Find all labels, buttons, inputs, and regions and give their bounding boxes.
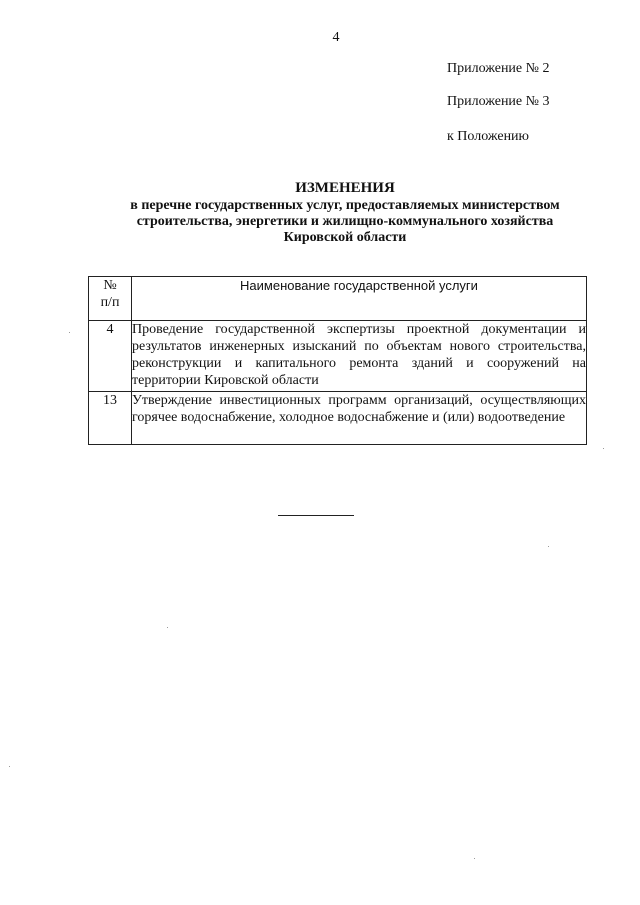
page-number: 4 <box>332 30 340 45</box>
title-line-3: Кировской области <box>283 230 407 245</box>
scan-speck <box>603 448 604 449</box>
row-service-name: Утверждение инвестиционных программ организаций, осуществляющих горячее водоснабжение, холодное водоснабжение и (или) водоотведение <box>132 392 587 445</box>
table-header-row <box>89 277 587 321</box>
row-number: 4 <box>89 321 132 392</box>
title-line-1: в перечне государственных услуг, предоставляемых министерством <box>130 198 560 213</box>
title-line-2: строительства, энергетики и жилищно-коммунального хозяйства <box>136 214 554 229</box>
header-number-abbrev: п/п <box>100 295 120 310</box>
annex-to-regulation: к Положению <box>447 129 530 144</box>
services-table <box>88 276 587 445</box>
row-number: 13 <box>89 392 132 445</box>
document-title <box>90 180 600 246</box>
scan-speck <box>167 627 168 628</box>
annex-label-3: Приложение № 3 <box>447 94 550 109</box>
scan-speck <box>474 858 475 859</box>
table-row <box>89 392 587 445</box>
scan-speck <box>69 332 70 333</box>
row-service-name: Проведение государственной экспертизы проектной документации и результатов инженерных изысканий по объектам нового строительства, реконструкции и капитального ремонта зданий и сооружений на территории Кировской области <box>132 321 587 392</box>
closing-divider <box>278 515 354 516</box>
header-number-symbol: № <box>103 278 117 293</box>
annex-label-2: Приложение № 2 <box>447 61 550 76</box>
title-heading: ИЗМЕНЕНИЯ <box>295 180 395 196</box>
header-number <box>89 277 132 321</box>
scan-speck <box>548 546 549 547</box>
scan-speck <box>9 766 10 767</box>
table-row <box>89 321 587 392</box>
header-service-name: Наименование государственной услуги <box>132 277 587 321</box>
